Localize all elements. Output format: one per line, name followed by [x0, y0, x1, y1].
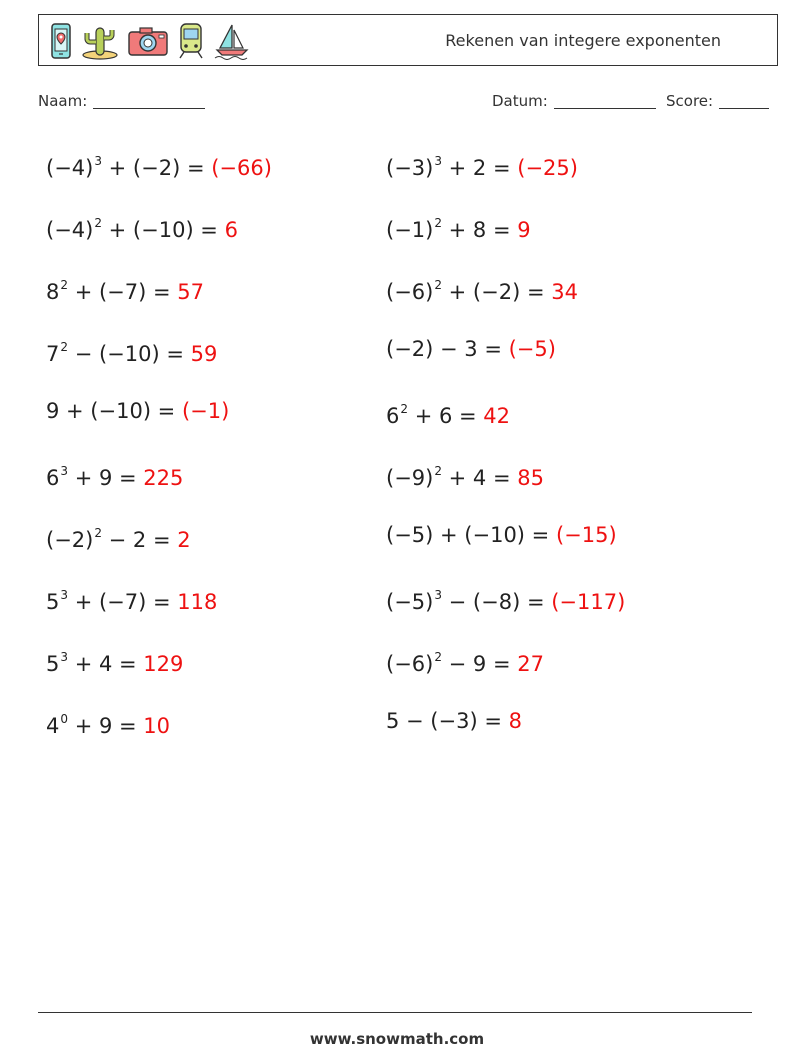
problem-expression: + 9 =	[68, 714, 144, 738]
problem-base: 6	[46, 466, 60, 490]
name-blank[interactable]	[93, 92, 205, 109]
problem-item	[46, 708, 170, 739]
problem-item	[46, 460, 183, 491]
phone-location-icon	[49, 23, 73, 59]
problem-item	[46, 646, 183, 677]
problem-answer: 42	[483, 404, 511, 428]
camera-icon	[127, 25, 169, 57]
problem-expression: + 4 =	[68, 652, 144, 676]
problem-expression: (−2) − 3 =	[386, 337, 509, 361]
worksheet-title: Rekenen van integere exponenten	[445, 31, 721, 50]
score-blank[interactable]	[719, 92, 769, 109]
problem-expression: 5 − (−3) =	[386, 709, 509, 733]
problem-item	[386, 646, 544, 677]
problem-answer: 2	[177, 528, 191, 552]
problem-item	[386, 460, 544, 491]
problem-base: (−5)	[386, 590, 434, 614]
problem-exponent: 2	[60, 278, 69, 292]
problem-expression: + 9 =	[68, 466, 144, 490]
problem-base: 6	[386, 404, 400, 428]
problem-base: (−1)	[386, 218, 434, 242]
problem-exponent: 3	[60, 464, 69, 478]
problem-base: (−6)	[386, 280, 434, 304]
problem-expression: (−5) + (−10) =	[386, 523, 556, 547]
problem-answer: 34	[551, 280, 578, 304]
problem-answer: 6	[224, 218, 238, 242]
problem-answer: (−1)	[181, 399, 230, 423]
problem-item	[46, 398, 229, 424]
problem-exponent: 2	[60, 340, 69, 354]
problem-base: 5	[46, 590, 60, 614]
problem-exponent: 3	[60, 588, 69, 602]
problem-item	[46, 336, 217, 367]
problem-base: (−2)	[46, 528, 94, 552]
problem-expression: + 8 =	[441, 218, 518, 242]
problem-item	[386, 212, 531, 243]
train-icon	[177, 22, 205, 60]
problem-answer: (−5)	[508, 337, 556, 361]
problem-item	[46, 274, 204, 305]
problem-expression: + (−7) =	[68, 590, 178, 614]
date-label: Datum:	[492, 92, 548, 110]
score-field	[666, 92, 769, 110]
problem-exponent: 0	[60, 712, 69, 726]
problem-answer: 8	[508, 709, 522, 733]
problem-base: 5	[46, 652, 60, 676]
problem-base: (−6)	[386, 652, 434, 676]
problem-expression: − 2 =	[101, 528, 178, 552]
problem-expression: − 9 =	[441, 652, 518, 676]
problem-exponent: 2	[94, 526, 102, 540]
problem-answer: 27	[517, 652, 544, 676]
problem-exponent: 3	[434, 588, 442, 602]
problem-item	[46, 584, 217, 615]
problem-item	[46, 150, 272, 181]
problem-item	[386, 708, 522, 734]
header-icons	[49, 21, 251, 61]
problem-item	[386, 274, 578, 305]
problem-answer: 10	[143, 714, 171, 738]
name-field	[38, 92, 205, 110]
problem-base: (−4)	[46, 156, 94, 180]
problem-exponent: 2	[434, 650, 442, 664]
date-blank[interactable]	[554, 92, 656, 109]
problem-expression: − (−10) =	[68, 342, 191, 366]
problem-exponent: 2	[434, 216, 442, 230]
problem-answer: 85	[517, 466, 544, 490]
problem-answer: 225	[143, 466, 184, 490]
problem-item	[386, 584, 625, 615]
problem-answer: (−117)	[551, 590, 626, 614]
problem-answer: 57	[177, 280, 204, 304]
problem-answer: (−66)	[211, 156, 272, 180]
footer-divider	[38, 1012, 752, 1013]
problem-item	[46, 212, 238, 243]
problem-exponent: 3	[434, 154, 442, 168]
problem-item	[46, 522, 191, 553]
problem-base: 7	[46, 342, 60, 366]
problem-item	[386, 522, 617, 548]
name-label: Naam:	[38, 92, 88, 110]
problem-answer: 59	[190, 342, 218, 366]
problem-item	[386, 150, 578, 181]
problem-exponent: 2	[94, 216, 102, 230]
problem-answer: (−25)	[517, 156, 578, 180]
problem-exponent: 2	[434, 278, 442, 292]
problem-answer: 129	[143, 652, 184, 676]
problem-exponent: 3	[94, 154, 102, 168]
problem-item	[386, 398, 510, 429]
problem-answer: 118	[177, 590, 218, 614]
sailboat-icon	[213, 22, 251, 60]
problem-exponent: 2	[434, 464, 442, 478]
problem-base: (−4)	[46, 218, 94, 242]
problem-expression: + (−2) =	[441, 280, 552, 304]
problem-exponent: 3	[60, 650, 69, 664]
problem-base: (−9)	[386, 466, 434, 490]
problem-expression: + 2 =	[441, 156, 518, 180]
problem-expression: − (−8) =	[441, 590, 552, 614]
problem-base: 8	[46, 280, 60, 304]
score-label: Score:	[666, 92, 714, 110]
problem-item	[386, 336, 556, 362]
footer-url: www.snowmath.com	[309, 1030, 485, 1048]
problem-expression: 9 + (−10) =	[46, 399, 182, 423]
problem-expression: + (−2) =	[101, 156, 212, 180]
problem-expression: + (−10) =	[101, 218, 225, 242]
problem-expression: + 4 =	[441, 466, 518, 490]
problem-answer: (−15)	[555, 523, 617, 547]
problem-base: 4	[46, 714, 60, 738]
date-field	[492, 92, 656, 110]
worksheet-header	[38, 14, 778, 66]
problem-expression: + (−7) =	[68, 280, 178, 304]
cactus-icon	[81, 22, 119, 60]
problem-exponent: 2	[400, 402, 409, 416]
problem-answer: 9	[517, 218, 531, 242]
problem-expression: + 6 =	[408, 404, 484, 428]
problem-base: (−3)	[386, 156, 434, 180]
